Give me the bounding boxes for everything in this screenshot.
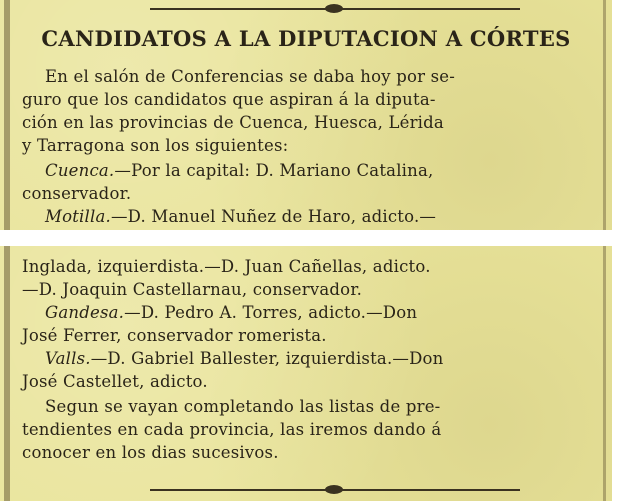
castellarnau-line: —D. Joaquin Castellarnau, conservador. <box>22 280 363 299</box>
cuenca-line <box>45 160 605 182</box>
motilla-place: Motilla. <box>45 207 111 226</box>
valls-text: —D. Gabriel Ballester, izquierdista.—Don <box>90 349 444 368</box>
clipping-bottom <box>0 246 612 501</box>
right-column-rule-bottom <box>603 246 606 501</box>
motilla-text: —D. Manuel Nuñez de Haro, adicto.— <box>110 207 437 226</box>
valls-line <box>45 348 605 370</box>
cuenca-continuation: conservador. <box>22 184 132 203</box>
closing-line-2: tendientes en cada provincia, las iremos dando á <box>22 420 442 439</box>
bottom-ornament-rule <box>150 489 520 491</box>
body-line-4: y Tarragona son los siguientes: <box>22 136 289 155</box>
left-column-rule-bottom <box>4 246 10 501</box>
headline: CANDIDATOS A LA DIPUTACION A CÓRTES <box>41 26 571 51</box>
gandesa-text: —D. Pedro A. Torres, adicto.—Don <box>124 303 418 322</box>
cuenca-place: Cuenca. <box>45 161 115 180</box>
inglada-line: Inglada, izquierdista.—D. Juan Cañellas, adicto. <box>22 257 431 276</box>
valls-place: Valls. <box>45 349 91 368</box>
top-ornament-rule <box>150 8 520 10</box>
gandesa-place: Gandesa. <box>45 303 125 322</box>
motilla-line <box>45 206 605 228</box>
gandesa-line <box>45 302 605 324</box>
body-line-3: ción en las provincias de Cuenca, Huesca, Lérida <box>22 113 444 132</box>
ferrer-line: José Ferrer, conservador romerista. <box>22 326 327 345</box>
cuenca-text: —Por la capital: D. Mariano Catalina, <box>114 161 434 180</box>
clipping-top <box>0 0 612 230</box>
castellet-line: José Castellet, adicto. <box>22 372 208 391</box>
closing-line-3: conocer en los dias sucesivos. <box>22 443 279 462</box>
closing-line-1: Segun se vayan completando las listas de pre- <box>45 397 441 416</box>
body-line-2: guro que los candidatos que aspiran á la diputa- <box>22 90 436 109</box>
body-line-1: En el salón de Conferencias se daba hoy por se- <box>45 67 456 86</box>
